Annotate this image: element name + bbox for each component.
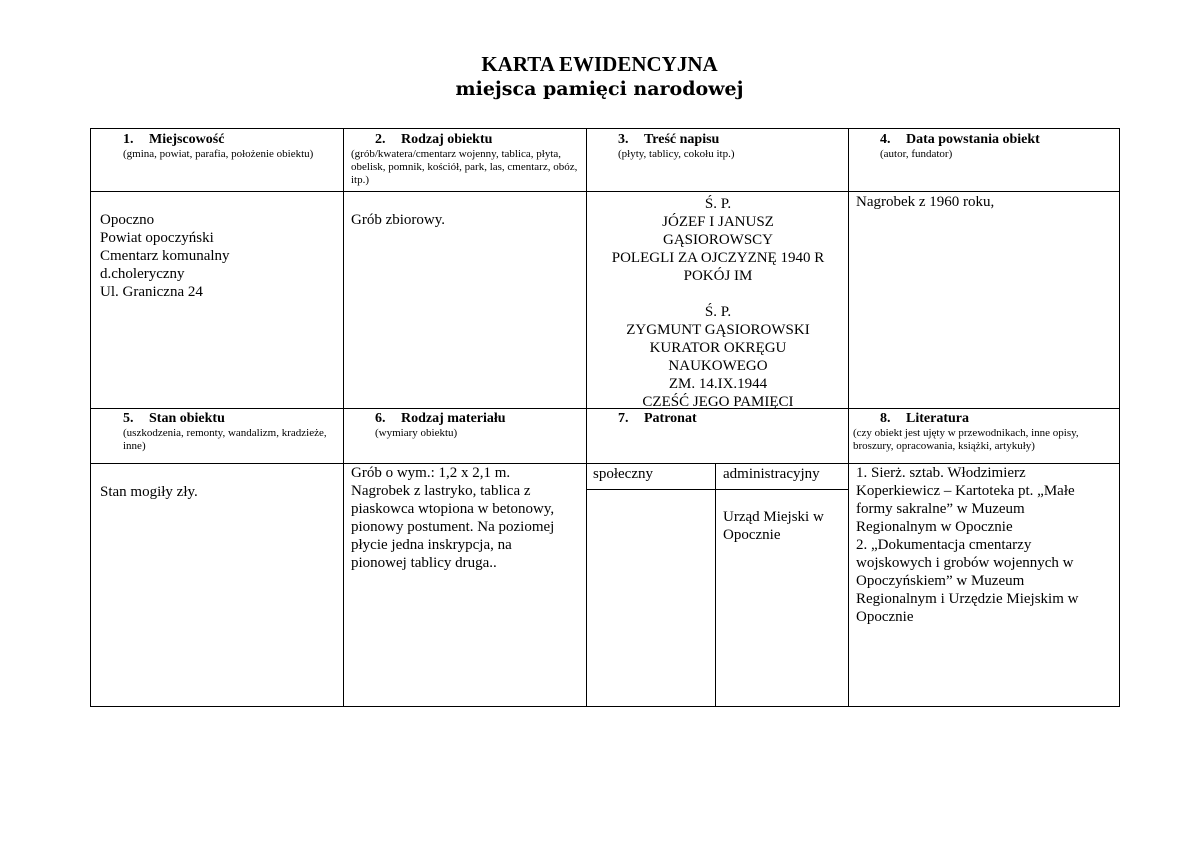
column-divider — [343, 129, 344, 706]
section-number: 7. — [618, 411, 629, 426]
section-subtitle: (grób/kwatera/cmentarz wojenny, tablica, płyta, obelisk, pomnik, kościół, park, las, cmentarz, obóz, itp.) — [351, 148, 578, 186]
inscription-line — [588, 285, 848, 303]
inscription-line: ZYGMUNT GĄSIOROWSKI — [626, 322, 810, 338]
record-table — [90, 128, 1120, 707]
header-inscription — [618, 132, 846, 161]
header-material — [375, 411, 585, 440]
section-title: Rodzaj materiału — [401, 411, 506, 426]
column-divider — [586, 129, 587, 706]
section-subtitle: (gmina, powiat, parafia, położenie obiektu) — [123, 148, 314, 160]
section-number: 8. — [880, 411, 891, 426]
section-title: Patronat — [644, 411, 697, 426]
object-type-value: Grób zbiorowy. — [351, 212, 446, 228]
literature-line: 2. „Dokumentacja cmentarzy — [856, 537, 1032, 553]
inscription-line: KURATOR OKRĘGU — [649, 340, 787, 356]
literature-line: Koperkiewicz – Kartoteka pt. „Małe — [856, 483, 1075, 499]
section-number: 6. — [375, 411, 386, 426]
date-created-value: Nagrobek z 1960 roku, — [856, 194, 995, 210]
material-line: Nagrobek z lastryko, tablica z — [351, 483, 531, 499]
section-subtitle: (uszkodzenia, remonty, wandalizm, kradzieże, inne) — [123, 427, 327, 452]
material-line: piaskowca wtopiona w betonowy, — [351, 501, 555, 517]
material-line: pionowy postument. Na poziomej — [351, 519, 555, 535]
section-subtitle: (czy obiekt jest ujęty w przewodnikach, inne opisy, broszury, opracowania, książki, artykuły) — [853, 427, 1079, 452]
literature-line: 1. Sierż. sztab. Włodzimierz — [856, 465, 1026, 481]
section-number: 1. — [123, 132, 134, 147]
location-line: d.choleryczny — [100, 266, 185, 282]
section-subtitle: (autor, fundator) — [880, 148, 953, 160]
literature-line: Opoczyńskiem” w Muzeum — [856, 573, 1025, 589]
location-line: Powiat opoczyński — [100, 230, 214, 246]
section-number: 4. — [880, 132, 891, 147]
inscription-line: ZM. 14.IX.1944 — [668, 376, 768, 392]
header-literature — [853, 411, 1119, 453]
section-number: 3. — [618, 132, 629, 147]
section-number: 2. — [375, 132, 386, 147]
literature-line: Regionalnym w Opocznie — [856, 519, 1013, 535]
row-divider — [91, 191, 1119, 192]
inscription-line: Ś. P. — [704, 196, 732, 212]
header-condition — [123, 411, 341, 453]
section-title: Rodzaj obiektu — [401, 132, 493, 147]
section-title: Literatura — [906, 411, 969, 426]
location-line: Cmentarz komunalny — [100, 248, 230, 264]
section-subtitle: (wymiary obiektu) — [375, 427, 458, 439]
inscription-line: POLEGLI ZA OJCZYZNĘ 1940 R — [611, 250, 825, 266]
literature-line: Regionalnym i Urzędzie Miejskim w — [856, 591, 1079, 607]
document-title: KARTA EWIDENCYJNA — [481, 52, 718, 76]
patronage-admin-line: Urząd Miejski w — [723, 509, 824, 525]
location-line: Opoczno — [100, 212, 155, 228]
patronage-divider — [586, 489, 848, 490]
literature-line: formy sakralne” w Muzeum — [856, 501, 1025, 517]
patronage-admin-value — [723, 508, 847, 544]
material-line: pionowej tablicy druga.. — [351, 555, 497, 571]
material-line: Grób o wym.: 1,2 x 2,1 m. — [351, 465, 511, 481]
inscription-value — [588, 195, 848, 411]
inscription-line: Ś. P. — [704, 304, 732, 320]
section-number: 5. — [123, 411, 134, 426]
literature-line: Opocznie — [856, 609, 914, 625]
inscription-line: GĄSIOROWSCY — [662, 232, 773, 248]
header-object-type — [351, 132, 585, 187]
inscription-line: CZEŚĆ JEGO PAMIĘCI — [642, 394, 794, 410]
section-subtitle: (płyty, tablicy, cokołu itp.) — [618, 148, 735, 160]
header-location — [123, 132, 341, 161]
header-patronage — [618, 411, 846, 427]
material-value — [351, 464, 584, 572]
literature-value — [856, 464, 1118, 626]
patronage-column-divider — [715, 463, 716, 706]
column-divider — [848, 129, 849, 706]
literature-line: wojskowych i grobów wojennych w — [856, 555, 1074, 571]
patronage-admin-line: Opocznie — [723, 527, 781, 543]
patronage-admin-label: administracyjny — [723, 466, 820, 482]
section-title: Miejscowość — [149, 132, 225, 147]
patronage-social-label: społeczny — [593, 466, 653, 482]
section-title: Data powstania obiekt — [906, 132, 1040, 147]
section-title: Stan obiektu — [149, 411, 225, 426]
material-line: płycie jedna inskrypcja, na — [351, 537, 512, 553]
condition-value: Stan mogiły zły. — [100, 484, 198, 500]
location-value — [100, 211, 340, 301]
header-date-created — [880, 132, 1118, 161]
inscription-line: NAUKOWEGO — [668, 358, 768, 374]
inscription-line: JÓZEF I JANUSZ — [662, 214, 774, 230]
section-title: Treść napisu — [644, 132, 720, 147]
inscription-line: POKÓJ IM — [683, 268, 753, 284]
document-subtitle: miejsca pamięci narodowej — [455, 78, 744, 100]
location-line: Ul. Graniczna 24 — [100, 284, 203, 300]
